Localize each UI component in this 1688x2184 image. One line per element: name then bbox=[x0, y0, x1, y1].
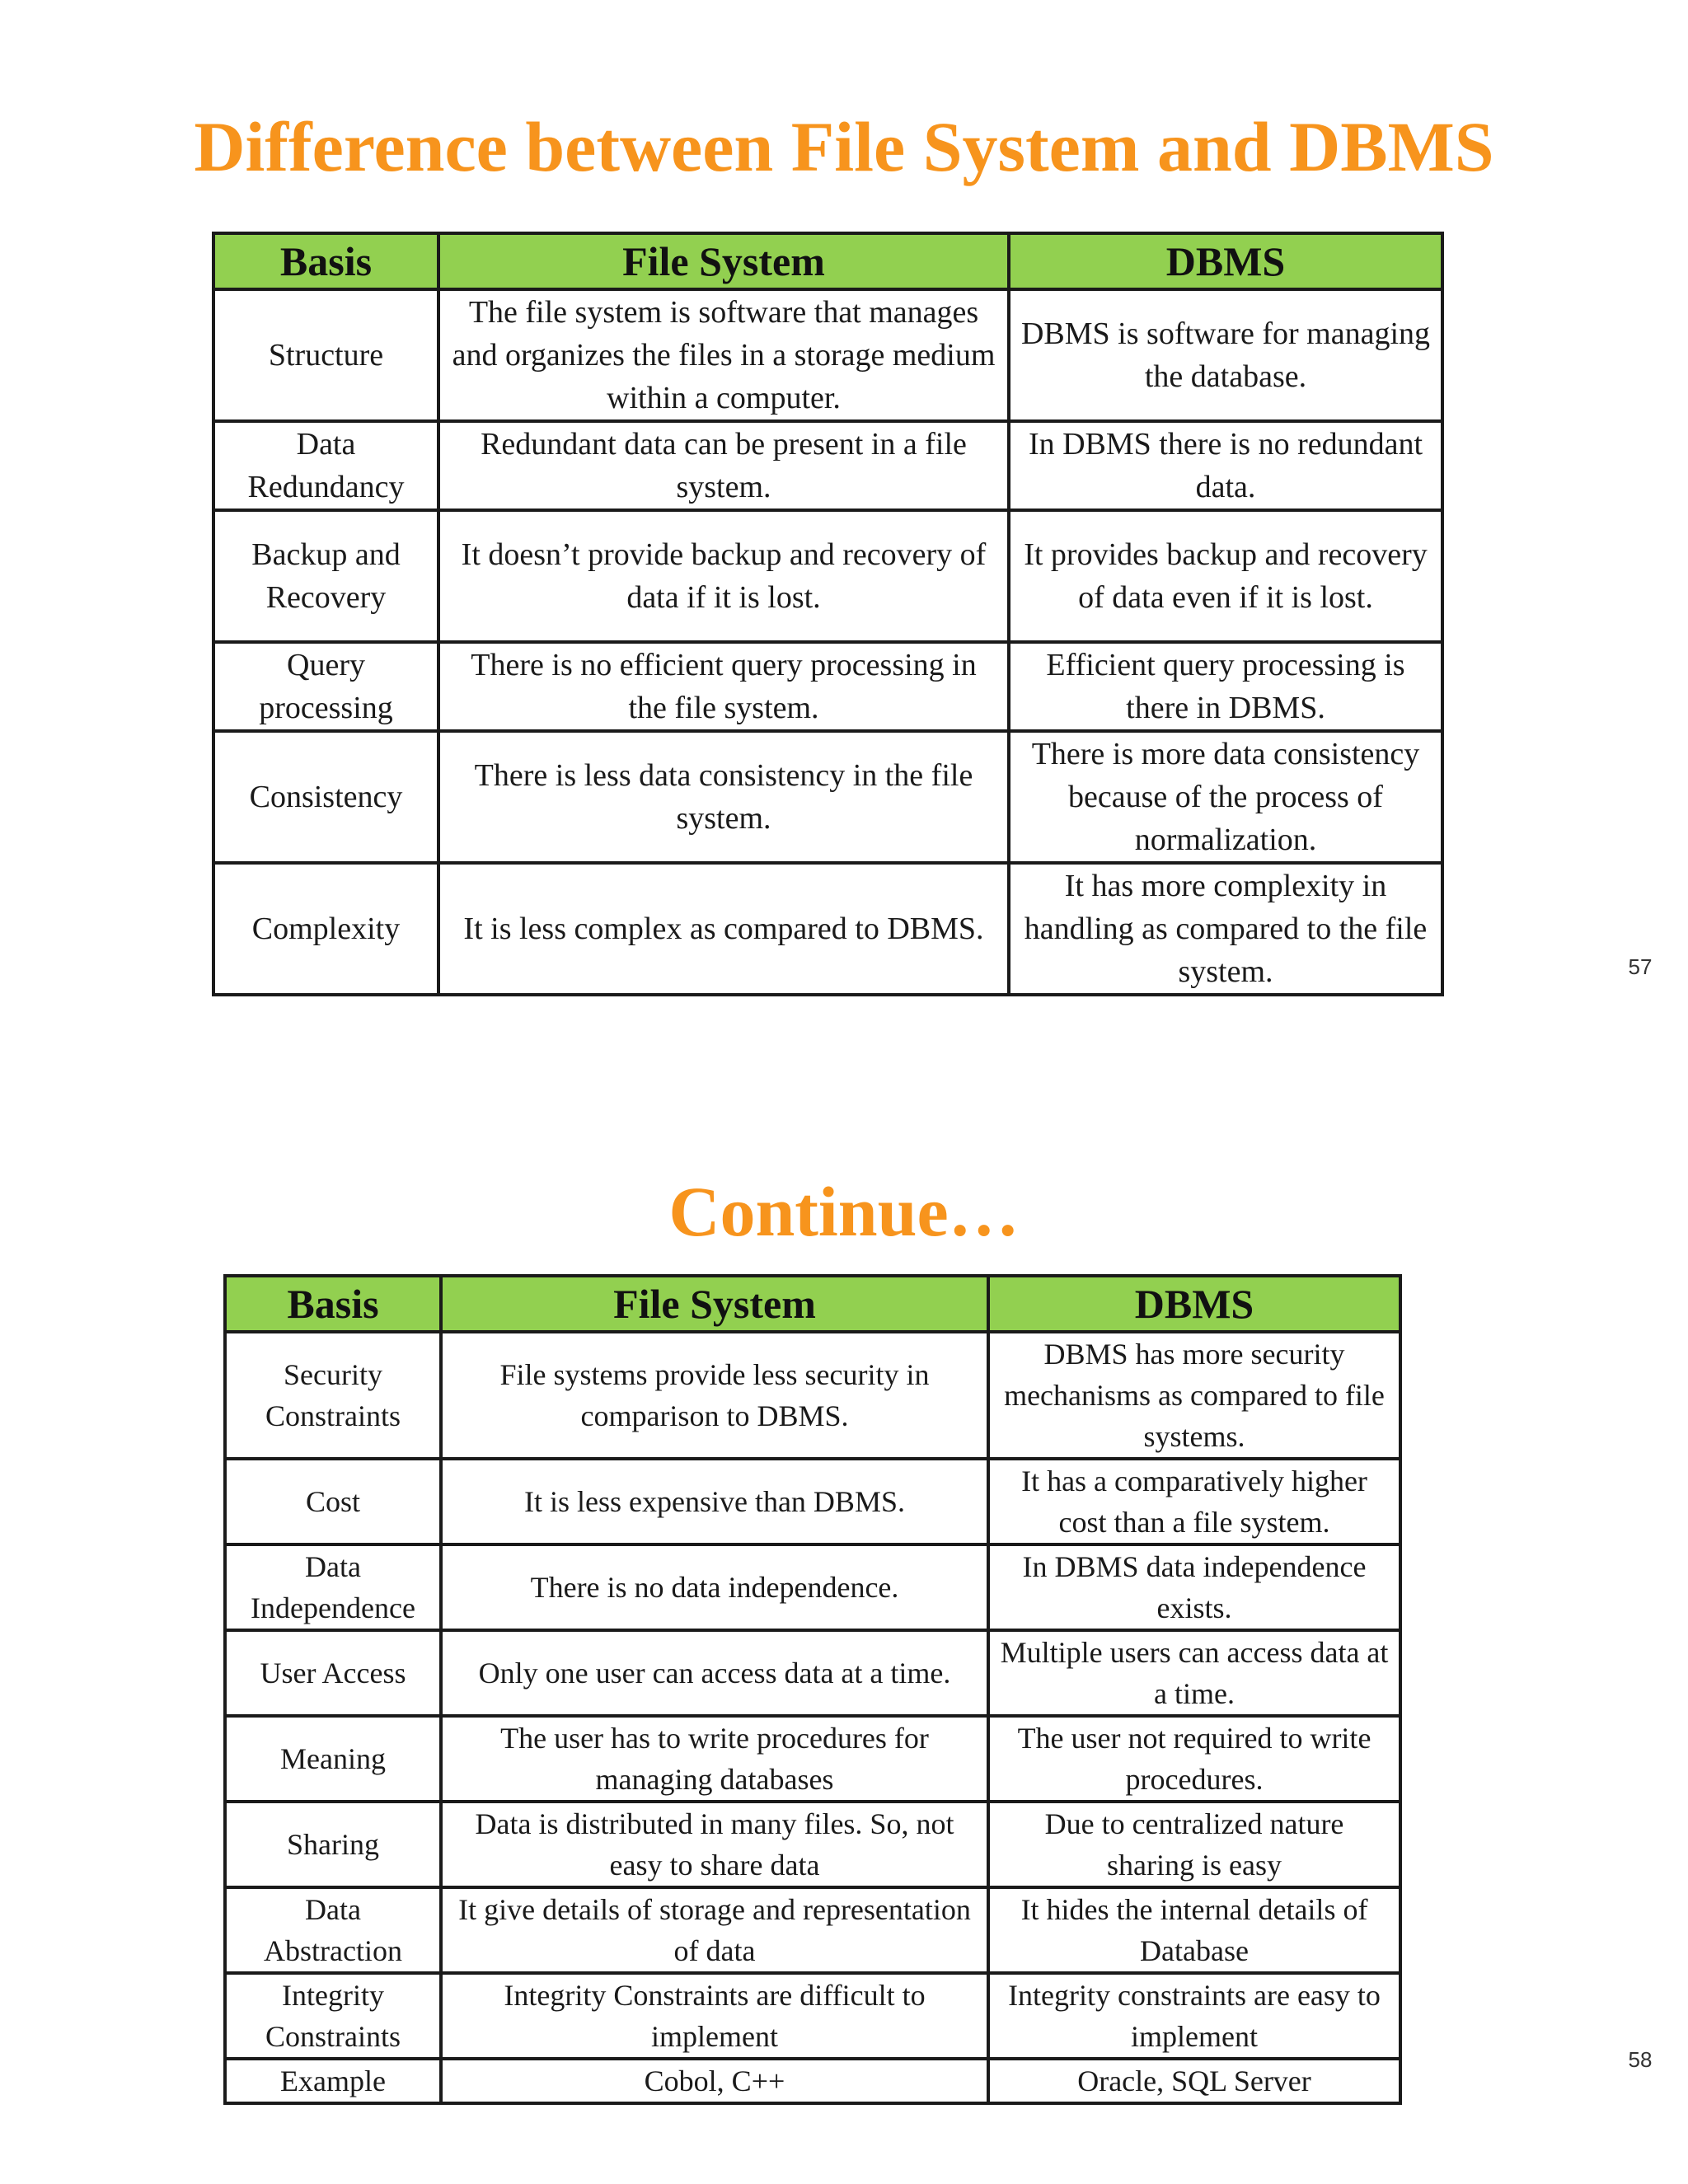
file-system-cell: There is no data independence. bbox=[441, 1544, 988, 1630]
file-system-cell: File systems provide less security in comparison to DBMS. bbox=[441, 1332, 988, 1459]
basis-cell: Security Constraints bbox=[225, 1332, 441, 1459]
dbms-cell: In DBMS there is no redundant data. bbox=[1009, 421, 1442, 510]
dbms-cell: Multiple users can access data at a time. bbox=[988, 1630, 1400, 1716]
file-system-cell: Cobol, C++ bbox=[441, 2059, 988, 2103]
file-system-cell: Data is distributed in many files. So, not easy to share data bbox=[441, 1802, 988, 1887]
basis-cell: User Access bbox=[225, 1630, 441, 1716]
table-row bbox=[213, 421, 1442, 510]
table-row bbox=[225, 1332, 1400, 1459]
table-row bbox=[225, 1887, 1400, 1973]
file-system-cell: It give details of storage and representation of data bbox=[441, 1887, 988, 1973]
file-system-cell: The file system is software that manages and organizes the files in a storage medium within a computer. bbox=[438, 289, 1009, 421]
dbms-cell: Oracle, SQL Server bbox=[988, 2059, 1400, 2103]
dbms-cell: It has more complexity in handling as compared to the file system. bbox=[1009, 863, 1442, 995]
table-row bbox=[213, 510, 1442, 642]
table-row bbox=[225, 1459, 1400, 1544]
comparison-table-continued bbox=[223, 1274, 1402, 2105]
dbms-cell: Efficient query processing is there in DBMS. bbox=[1009, 642, 1442, 731]
page-number: 57 bbox=[1628, 954, 1653, 979]
file-system-cell: The user has to write procedures for managing databases bbox=[441, 1716, 988, 1802]
header-basis: Basis bbox=[225, 1276, 441, 1332]
file-system-cell: It is less complex as compared to DBMS. bbox=[438, 863, 1009, 995]
file-system-cell: Integrity Constraints are difficult to implement bbox=[441, 1973, 988, 2059]
dbms-cell: Due to centralized nature sharing is easy bbox=[988, 1802, 1400, 1887]
table-header-row bbox=[225, 1276, 1400, 1332]
table-row bbox=[225, 1802, 1400, 1887]
dbms-cell: DBMS is software for managing the database. bbox=[1009, 289, 1442, 421]
file-system-cell: It is less expensive than DBMS. bbox=[441, 1459, 988, 1544]
basis-cell: Meaning bbox=[225, 1716, 441, 1802]
file-system-cell: Redundant data can be present in a file system. bbox=[438, 421, 1009, 510]
basis-cell: Backup and Recovery bbox=[213, 510, 438, 642]
comparison-table bbox=[212, 232, 1444, 996]
file-system-cell: There is less data consistency in the file system. bbox=[438, 731, 1009, 863]
table-row bbox=[225, 1544, 1400, 1630]
table-row bbox=[213, 289, 1442, 421]
header-basis: Basis bbox=[213, 233, 438, 289]
header-file-system: File System bbox=[441, 1276, 988, 1332]
page-title: Difference between File System and DBMS bbox=[194, 107, 1494, 186]
dbms-cell: Integrity constraints are easy to implement bbox=[988, 1973, 1400, 2059]
table-header-row bbox=[213, 233, 1442, 289]
basis-cell: Cost bbox=[225, 1459, 441, 1544]
header-file-system: File System bbox=[438, 233, 1009, 289]
basis-cell: Integrity Constraints bbox=[225, 1973, 441, 2059]
basis-cell: Example bbox=[225, 2059, 441, 2103]
table-row bbox=[213, 642, 1442, 731]
table-row bbox=[225, 1630, 1400, 1716]
header-dbms: DBMS bbox=[988, 1276, 1400, 1332]
basis-cell: Query processing bbox=[213, 642, 438, 731]
dbms-cell: DBMS has more security mechanisms as compared to file systems. bbox=[988, 1332, 1400, 1459]
dbms-cell: There is more data consistency because of the process of normalization. bbox=[1009, 731, 1442, 863]
file-system-cell: It doesn’t provide backup and recovery of data if it is lost. bbox=[438, 510, 1009, 642]
basis-cell: Complexity bbox=[213, 863, 438, 995]
basis-cell: Data Independence bbox=[225, 1544, 441, 1630]
table-row bbox=[225, 2059, 1400, 2103]
table-row bbox=[225, 1973, 1400, 2059]
table-row bbox=[213, 863, 1442, 995]
dbms-cell: It provides backup and recovery of data even if it is lost. bbox=[1009, 510, 1442, 642]
basis-cell: Structure bbox=[213, 289, 438, 421]
file-system-cell: There is no efficient query processing in the file system. bbox=[438, 642, 1009, 731]
basis-cell: Consistency bbox=[213, 731, 438, 863]
dbms-cell: It hides the internal details of Database bbox=[988, 1887, 1400, 1973]
file-system-cell: Only one user can access data at a time. bbox=[441, 1630, 988, 1716]
header-dbms: DBMS bbox=[1009, 233, 1442, 289]
page-number: 58 bbox=[1628, 2047, 1653, 2072]
basis-cell: Data Redundancy bbox=[213, 421, 438, 510]
dbms-cell: In DBMS data independence exists. bbox=[988, 1544, 1400, 1630]
basis-cell: Data Abstraction bbox=[225, 1887, 441, 1973]
table-row bbox=[225, 1716, 1400, 1802]
dbms-cell: The user not required to write procedures. bbox=[988, 1716, 1400, 1802]
table-row bbox=[213, 731, 1442, 863]
section-title: Continue… bbox=[668, 1172, 1020, 1251]
dbms-cell: It has a comparatively higher cost than a file system. bbox=[988, 1459, 1400, 1544]
basis-cell: Sharing bbox=[225, 1802, 441, 1887]
